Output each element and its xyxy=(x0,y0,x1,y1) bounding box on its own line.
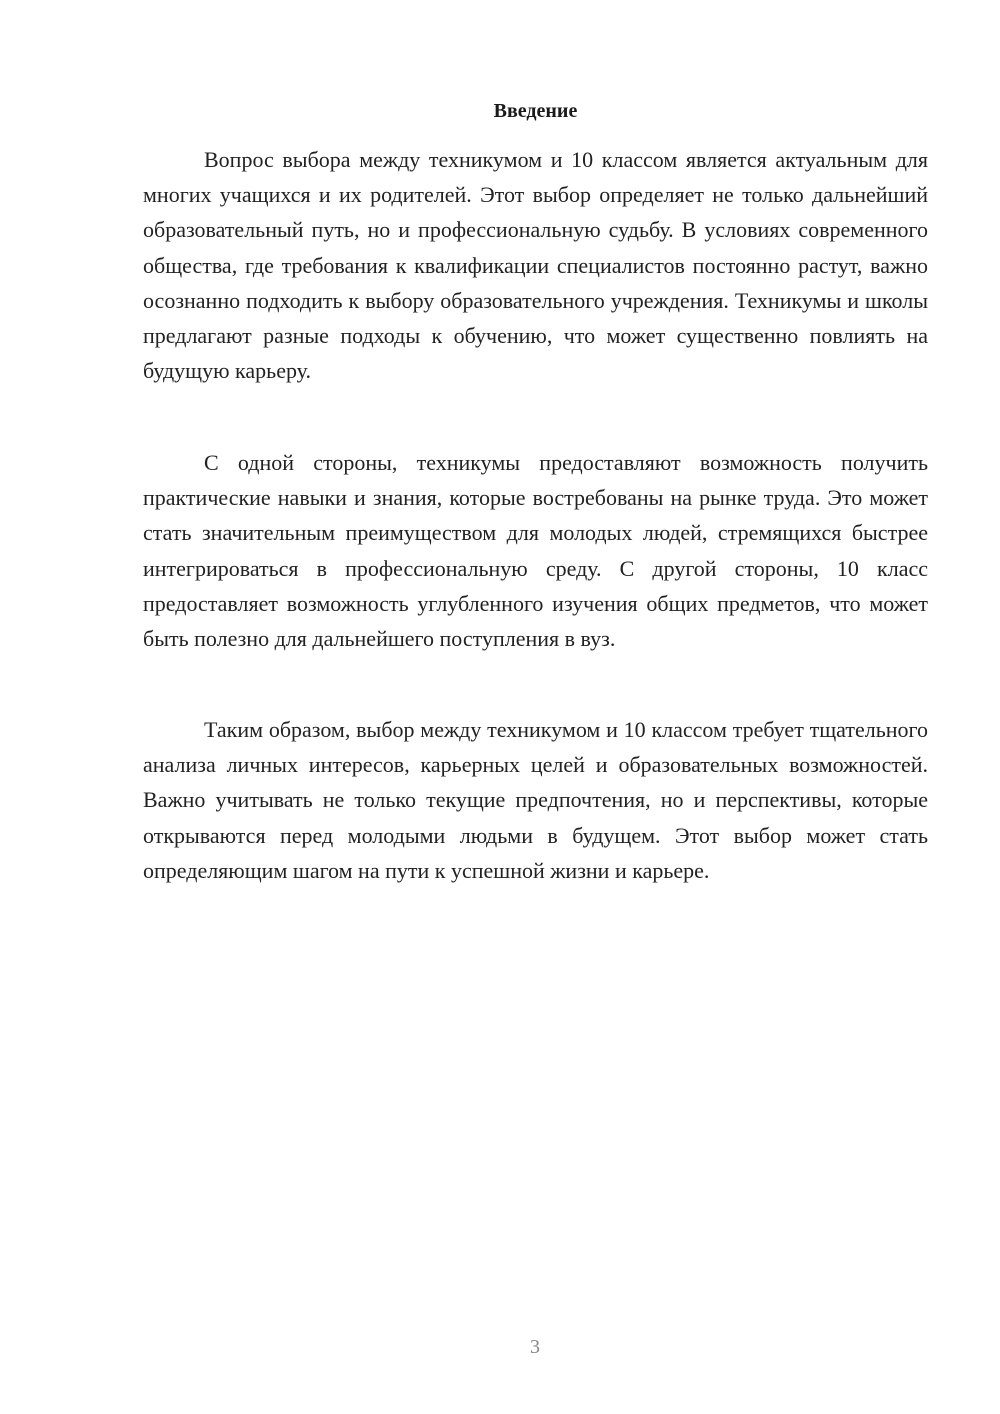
page-number: 3 xyxy=(530,1336,540,1358)
section-heading: Введение xyxy=(493,100,578,122)
body-paragraph-3: Таким образом, выбор между техникумом и 10 классом требует тщательного анализа личных интересов, карьерных целей и образовательных возможностей. Важно учитывать не только текущие предпочтения, но и перспективы, которые открываются перед молодыми людьми в будущем. Этот выбор может стать определяющим шагом на пути к успешной жизни и карьере. xyxy=(143,717,928,883)
body-paragraph-1: Вопрос выбора между техникумом и 10 классом является актуальным для многих учащихся и их родителей. Этот выбор определяет не только дальнейший образовательный путь, но и профессиональную судьбу. В условиях современного общества, где требования к квалификации специалистов постоянно растут, важно осознанно подходить к выбору образовательного учреждения. Техникумы и школы предлагают разные подходы к обучению, что может существенно повлиять на будущую карьеру. xyxy=(143,147,928,384)
body-paragraph-2: С одной стороны, техникумы предоставляют возможность получить практические навыки и знания, которые востребованы на рынке труда. Это может стать значительным преимуществом для молодых людей, стремящихся быстрее интегрироваться в профессиональную среду. С другой стороны, 10 класс предоставляет возможность углубленного изучения общих предметов, что может быть полезно для дальнейшего поступления в вуз. xyxy=(143,450,928,652)
